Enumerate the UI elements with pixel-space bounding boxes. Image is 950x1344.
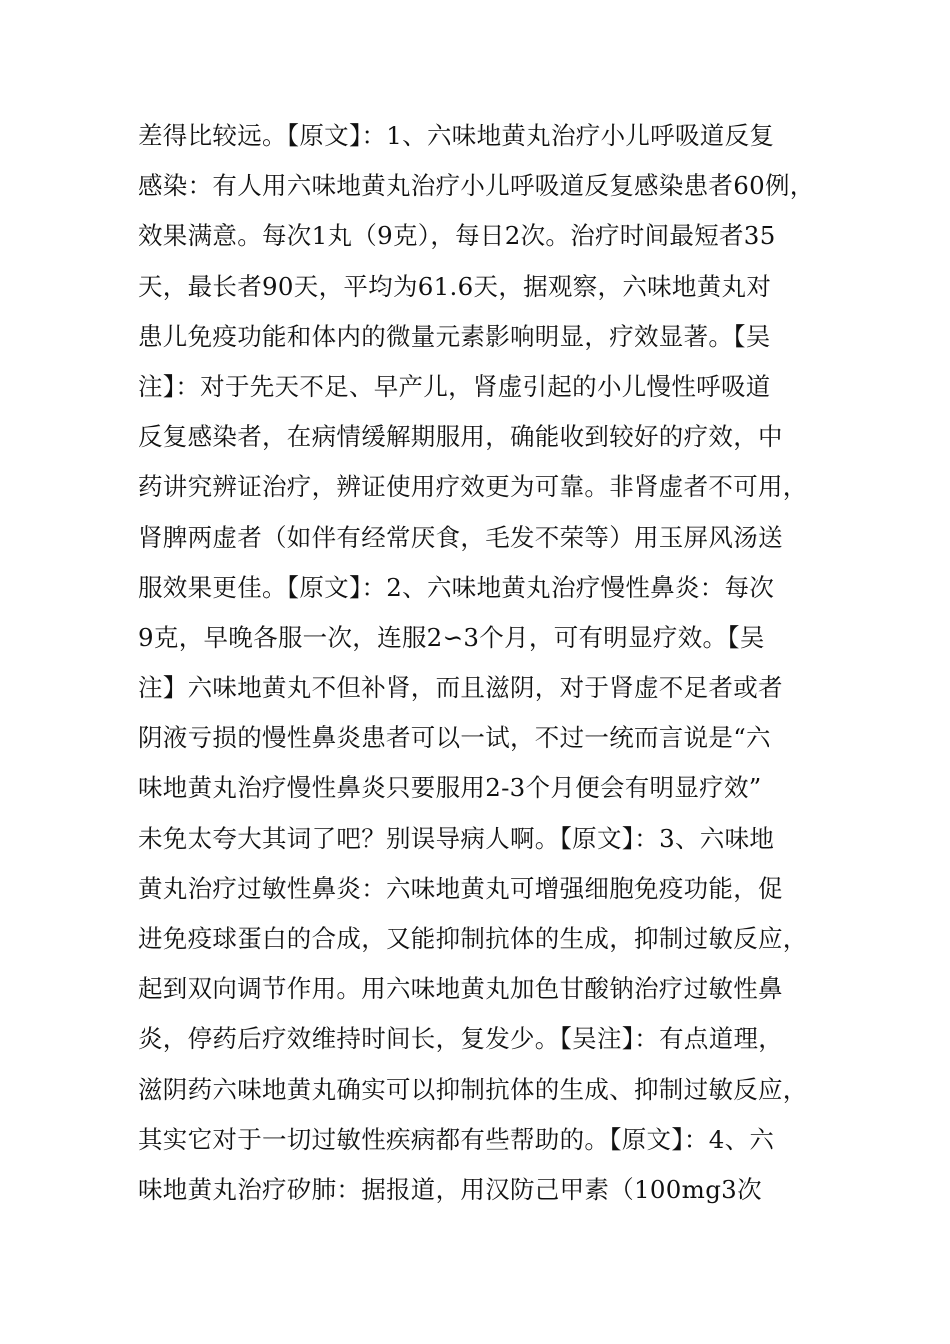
text-line: 其实它对于一切过敏性疾病都有些帮助的。【原文】：4、六	[138, 1124, 775, 1154]
text-line: 注】：对于先天不足、早产儿，肾虚引起的小儿慢性呼吸道	[138, 371, 771, 401]
body-text	[138, 111, 828, 1215]
text-line: 反复感染者，在病情缓解期服用，确能收到较好的疗效，中	[138, 422, 783, 452]
text-line: 9克，早晚各服一次，连服2∽3个月，可有明显疗效。【吴	[138, 622, 765, 652]
text-line: 未免太夸大其词了吧？别误导病人啊。【原文】：3、六味地	[138, 823, 775, 853]
text-line: 黄丸治疗过敏性鼻炎：六味地黄丸可增强细胞免疫功能，促	[138, 873, 783, 903]
text-line: 起到双向调节作用。用六味地黄丸加色甘酸钠治疗过敏性鼻	[138, 974, 783, 1004]
text-line: 感染：有人用六味地黄丸治疗小儿呼吸道反复感染患者60例，	[138, 171, 815, 201]
text-line: 效果满意。每次1丸（9克），每日2次。治疗时间最短者35	[138, 221, 776, 251]
text-line: 味地黄丸治疗慢性鼻炎只要服用2-3个月便会有明显疗效”	[138, 773, 762, 803]
text-line: 进免疫球蛋白的合成，又能抑制抗体的生成，抑制过敏反应，	[138, 924, 808, 953]
text-line: 服效果更佳。【原文】：2、六味地黄丸治疗慢性鼻炎：每次	[138, 572, 775, 602]
text-line: 天，最长者90天，平均为61.6天，据观察，六味地黄丸对	[138, 271, 772, 301]
text-line: 炎，停药后疗效维持时间长，复发少。【吴注】：有点道理，	[138, 1024, 784, 1054]
text-line: 味地黄丸治疗矽肺：据报道，用汉防己甲素（100mg3次	[138, 1174, 762, 1204]
text-line: 滋阴药六味地黄丸确实可以抑制抗体的生成、抑制过敏反应，	[138, 1074, 808, 1104]
text-line: 肾脾两虚者（如伴有经常厌食，毛发不荣等）用玉屏风汤送	[138, 522, 783, 552]
text-line: 注】六味地黄丸不但补肾，而且滋阴，对于肾虚不足者或者	[138, 673, 783, 703]
text-line: 药讲究辨证治疗，辨证使用疗效更为可靠。非肾虚者不可用，	[138, 472, 808, 502]
text-line: 差得比较远。【原文】：1、六味地黄丸治疗小儿呼吸道反复	[138, 121, 775, 150]
text-line: 阴液亏损的慢性鼻炎患者可以一试，不过一统而言说是“六	[138, 723, 771, 753]
text-line: 患儿免疫功能和体内的微量元素影响明显，疗效显著。【吴	[138, 321, 771, 351]
